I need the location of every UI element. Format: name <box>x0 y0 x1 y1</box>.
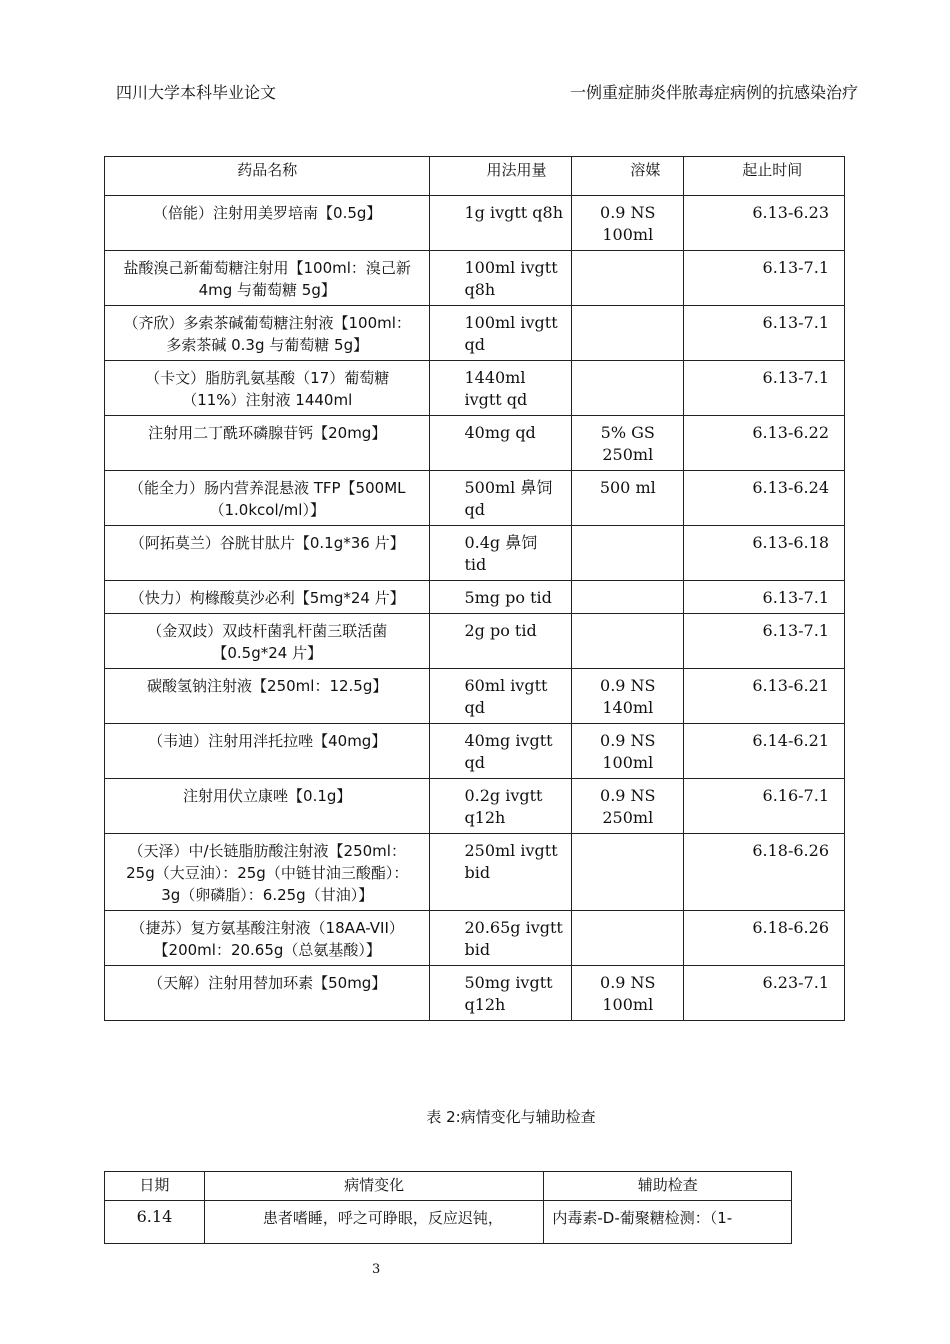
condition-row <box>105 1201 792 1244</box>
drug-name-cell: （天解）注射用替加环素【50mg】 <box>105 966 430 1021</box>
usage-cell: 0.4g 鼻饲 tid <box>430 526 572 581</box>
drug-name-cell: （金双歧）双歧杆菌乳杆菌三联活菌【0.5g*24 片】 <box>105 614 430 669</box>
solvent-cell: 500 ml <box>572 471 684 526</box>
solvent-cell <box>572 526 684 581</box>
page-number: 3 <box>372 1262 381 1277</box>
period-cell: 6.13-7.1 <box>684 306 845 361</box>
col-header-condition-change: 病情变化 <box>204 1172 544 1201</box>
usage-cell: 50mg ivgtt q12h <box>430 966 572 1021</box>
drug-name-cell: （捷苏）复方氨基酸注射液（18AA-VII）【200ml：20.65g（总氨基酸）】 <box>105 911 430 966</box>
period-cell: 6.13-6.24 <box>684 471 845 526</box>
period-cell: 6.13-7.1 <box>684 614 845 669</box>
solvent-cell <box>572 911 684 966</box>
medication-row <box>105 911 845 966</box>
drug-name-cell: （齐欣）多索茶碱葡萄糖注射液【100ml：多索茶碱 0.3g 与葡萄糖 5g】 <box>105 306 430 361</box>
usage-cell: 500ml 鼻饲 qd <box>430 471 572 526</box>
table-caption: 表 2:病情变化与辅助检查 <box>426 1108 596 1126</box>
col-header-date: 日期 <box>105 1172 205 1201</box>
medication-row <box>105 361 845 416</box>
solvent-cell <box>572 306 684 361</box>
drug-name-cell: （卡文）脂肪乳氨基酸（17）葡萄糖（11%）注射液 1440ml <box>105 361 430 416</box>
period-cell: 6.16-7.1 <box>684 779 845 834</box>
condition-table-header-row <box>105 1172 792 1201</box>
solvent-cell <box>572 834 684 911</box>
header-left: 四川大学本科毕业论文 <box>116 83 277 102</box>
usage-cell: 100ml ivgtt qd <box>430 306 572 361</box>
period-cell: 6.13-6.23 <box>684 196 845 251</box>
condition-table <box>104 1171 792 1244</box>
date-cell: 6.14 <box>105 1201 205 1244</box>
col-header-drug-name: 药品名称 <box>105 157 430 196</box>
drug-name-cell: （快力）枸橼酸莫沙必利【5mg*24 片】 <box>105 581 430 614</box>
drug-name-cell: （天泽）中/长链脂肪酸注射液【250ml：25g（大豆油）：25g（中链甘油三酸酯）：3g（卵磷脂）：6.25g（甘油）】 <box>105 834 430 911</box>
medication-row <box>105 724 845 779</box>
usage-cell: 0.2g ivgtt q12h <box>430 779 572 834</box>
period-cell: 6.13-7.1 <box>684 361 845 416</box>
drug-name-cell: 碳酸氢钠注射液【250ml：12.5g】 <box>105 669 430 724</box>
medication-table <box>104 156 845 1021</box>
period-cell: 6.18-6.26 <box>684 834 845 911</box>
drug-name-cell: 盐酸溴己新葡萄糖注射用【100ml：溴己新 4mg 与葡萄糖 5g】 <box>105 251 430 306</box>
medication-row <box>105 196 845 251</box>
solvent-cell <box>572 251 684 306</box>
usage-cell: 250ml ivgtt bid <box>430 834 572 911</box>
period-cell: 6.18-6.26 <box>684 911 845 966</box>
period-cell: 6.13-7.1 <box>684 581 845 614</box>
solvent-cell <box>572 361 684 416</box>
period-cell: 6.13-6.21 <box>684 669 845 724</box>
usage-cell: 60ml ivgtt qd <box>430 669 572 724</box>
solvent-cell: 0.9 NS 250ml <box>572 779 684 834</box>
drug-name-cell: （韦迪）注射用泮托拉唑【40mg】 <box>105 724 430 779</box>
usage-cell: 2g po tid <box>430 614 572 669</box>
period-cell: 6.13-7.1 <box>684 251 845 306</box>
period-cell: 6.13-6.18 <box>684 526 845 581</box>
drug-name-cell: （倍能）注射用美罗培南【0.5g】 <box>105 196 430 251</box>
period-cell: 6.14-6.21 <box>684 724 845 779</box>
usage-cell: 100ml ivgtt q8h <box>430 251 572 306</box>
col-header-period: 起止时间 <box>684 157 845 196</box>
solvent-cell: 0.9 NS 140ml <box>572 669 684 724</box>
medication-row <box>105 614 845 669</box>
period-cell: 6.13-6.22 <box>684 416 845 471</box>
usage-cell: 1440ml ivgtt qd <box>430 361 572 416</box>
drug-name-cell: （能全力）肠内营养混悬液 TFP【500ML（1.0kcol/ml）】 <box>105 471 430 526</box>
usage-cell: 20.65g ivgtt bid <box>430 911 572 966</box>
drug-name-cell: 注射用伏立康唑【0.1g】 <box>105 779 430 834</box>
condition-change-cell: 患者嗜睡，呼之可睁眼，反应迟钝， <box>204 1201 544 1244</box>
medication-table-header-row <box>105 157 845 196</box>
usage-cell: 1g ivgtt q8h <box>430 196 572 251</box>
col-header-usage: 用法用量 <box>430 157 572 196</box>
usage-cell: 40mg qd <box>430 416 572 471</box>
medication-row <box>105 779 845 834</box>
usage-cell: 5mg po tid <box>430 581 572 614</box>
drug-name-cell: 注射用二丁酰环磷腺苷钙【20mg】 <box>105 416 430 471</box>
col-header-auxiliary-exam: 辅助检查 <box>544 1172 792 1201</box>
medication-row <box>105 526 845 581</box>
solvent-cell: 0.9 NS 100ml <box>572 724 684 779</box>
usage-cell: 40mg ivgtt qd <box>430 724 572 779</box>
solvent-cell: 5% GS 250ml <box>572 416 684 471</box>
medication-row <box>105 416 845 471</box>
medication-row <box>105 251 845 306</box>
medication-row <box>105 966 845 1021</box>
col-header-solvent: 溶媒 <box>572 157 684 196</box>
period-cell: 6.23-7.1 <box>684 966 845 1021</box>
solvent-cell <box>572 581 684 614</box>
medication-row <box>105 471 845 526</box>
medication-row <box>105 581 845 614</box>
medication-row <box>105 834 845 911</box>
drug-name-cell: （阿拓莫兰）谷胱甘肽片【0.1g*36 片】 <box>105 526 430 581</box>
auxiliary-exam-cell: 内毒素-D-葡聚糖检测：（1- <box>544 1201 792 1244</box>
medication-row <box>105 669 845 724</box>
solvent-cell: 0.9 NS 100ml <box>572 966 684 1021</box>
solvent-cell <box>572 614 684 669</box>
medication-row <box>105 306 845 361</box>
header-right: 一例重症肺炎伴脓毒症病例的抗感染治疗 <box>569 83 858 102</box>
solvent-cell: 0.9 NS 100ml <box>572 196 684 251</box>
